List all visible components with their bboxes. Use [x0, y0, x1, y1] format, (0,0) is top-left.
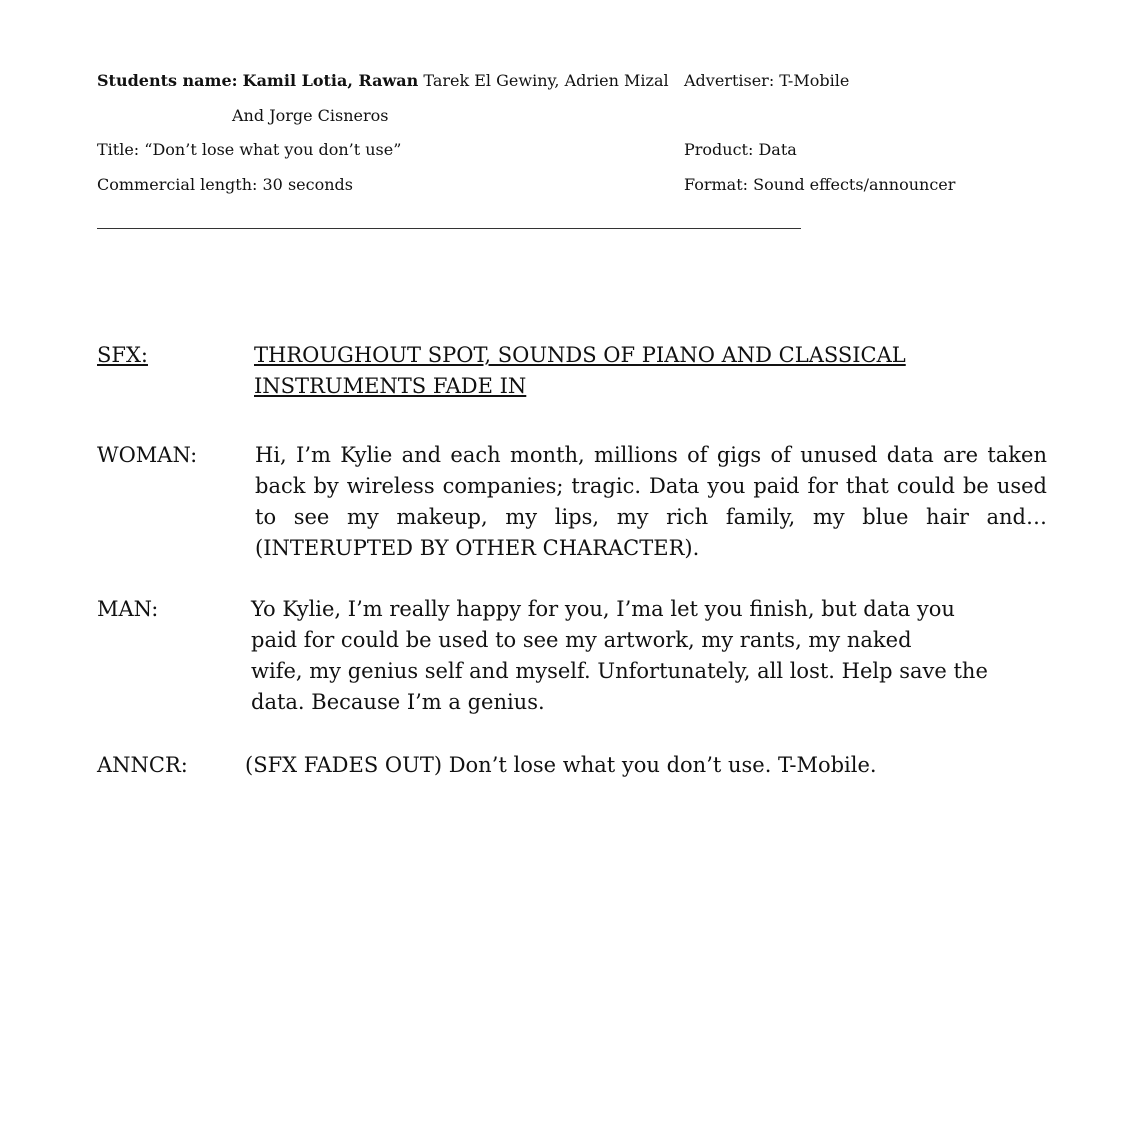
- man-text-line-2: paid for could be used to see my artwork, my rants, my naked: [251, 628, 912, 652]
- format: Format: Sound effects/announcer: [684, 175, 956, 194]
- students-label: Students name:: [97, 71, 238, 90]
- students-names-rest: Tarek El Gewiny, Adrien Mizal: [418, 71, 669, 90]
- speaker-anncr: ANNCR:: [97, 753, 188, 777]
- students-name: [97, 71, 669, 91]
- students-names-line2: And Jorge Cisneros: [232, 106, 389, 125]
- commercial-title: Title: “Don’t lose what you don’t use”: [97, 140, 402, 159]
- header-divider: [97, 228, 801, 229]
- speaker-sfx: SFX:: [97, 343, 148, 367]
- students-names-bold: Kamil Lotia, Rawan: [242, 71, 419, 90]
- advertiser: Advertiser: T-Mobile: [684, 71, 850, 90]
- sfx-text: THROUGHOUT SPOT, SOUNDS OF PIANO AND CLASSICAL INSTRUMENTS FADE IN: [254, 343, 906, 398]
- product: Product: Data: [684, 140, 797, 159]
- man-text: [251, 594, 1041, 718]
- woman-text: Hi, I’m Kylie and each month, millions of gigs of unused data are taken back by wireless companies; tragic. Data you paid for that could be used to see my makeup, my lips, my rich family, my blue hair and…(INTERUPTED BY OTHER CHARACTER).: [255, 443, 1047, 560]
- man-text-line-4: data. Because I’m a genius.: [251, 690, 545, 714]
- anncr-text: (SFX FADES OUT) Don’t lose what you don’t use. T-Mobile.: [245, 753, 877, 777]
- speaker-woman: WOMAN:: [97, 443, 198, 467]
- man-text-line-3: wife, my genius self and myself. Unfortunately, all lost. Help save the: [251, 659, 988, 683]
- commercial-length: Commercial length: 30 seconds: [97, 175, 353, 194]
- speaker-man: MAN:: [97, 597, 159, 621]
- man-text-line-1: Yo Kylie, I’m really happy for you, I’ma let you finish, but data you: [251, 597, 955, 621]
